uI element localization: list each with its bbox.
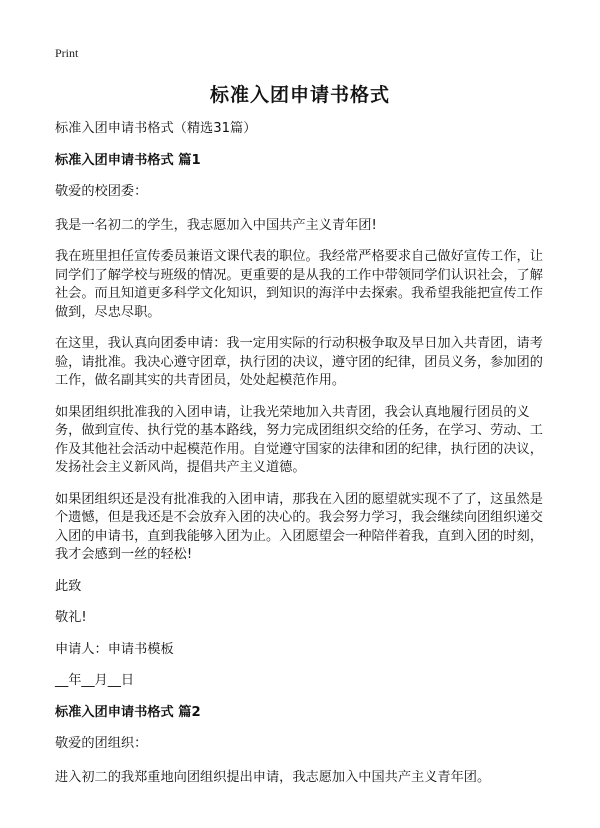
date-line: __年__月__日 [55,673,135,688]
document-body [55,120,555,800]
paragraph: 如果团组织批准我的入团申请，让我光荣地加入共青团，我会认真地履行团员的义务，做到宣传、执行党的基本路线，努力完成团组织交给的任务，在学习、劳动、工作及其他社会活动中起模范作用。自觉遵守国家的法律和团的纪律，执行团的决议，发扬社会主义新风尚，提倡共产主义道德。 [55,404,543,475]
document-title: 标准入团申请书格式 [209,84,390,106]
section-heading-2: 标准入团申请书格式 篇2 [55,704,201,720]
print-label: Print [55,46,79,60]
paragraph: 我是一名初二的学生，我志愿加入中国共产主义青年团! [55,217,377,233]
closing-line: 此致 [55,578,82,594]
paragraph: 在这里，我认真向团委申请：我一定用实际的行动积极争取及早日加入共青团，请考验，请批准。我决心遵守团章，执行团的决议，遵守团的纪律，团员义务，参加团的工作，做名副其实的共青团员，处处起模范作用。 [55,336,543,388]
paragraph: 我在班里担任宣传委员兼语文课代表的职位。我经常严格要求自己做好宣传工作，让同学们了解学校与班级的情况。更重要的是从我的工作中带领同学们认识社会，了解社会。而且知道更多科学文化知识，到知识的海洋中去探索。我希望我能把宣传工作做到，尽忠尽职。 [55,249,543,320]
paragraph: 进入初二的我郑重地向团组织提出申请，我志愿加入中国共产主义青年团。 [55,769,491,785]
salutation-2: 敬爱的团组织： [55,736,148,751]
applicant-line: 申请人：申请书模板 [55,641,174,657]
salute-line: 敬礼! [55,610,87,625]
paragraph: 如果团组织还是没有批准我的入团申请，那我在入团的愿望就实现不了了，这虽然是个遗憾，但是我还是不会放弃入团的决心的。我会努力学习，我会继续向团组织递交入团的申请书，直到我能够入团为止。入团愿望会一种陪伴着我，直到入团的时刻，我才会感到一丝的轻松! [55,491,543,562]
section-heading-1: 标准入团申请书格式 篇1 [55,152,201,168]
salutation-1: 敬爱的校团委： [55,184,148,199]
document-subtitle: 标准入团申请书格式（精选31篇） [55,121,257,136]
